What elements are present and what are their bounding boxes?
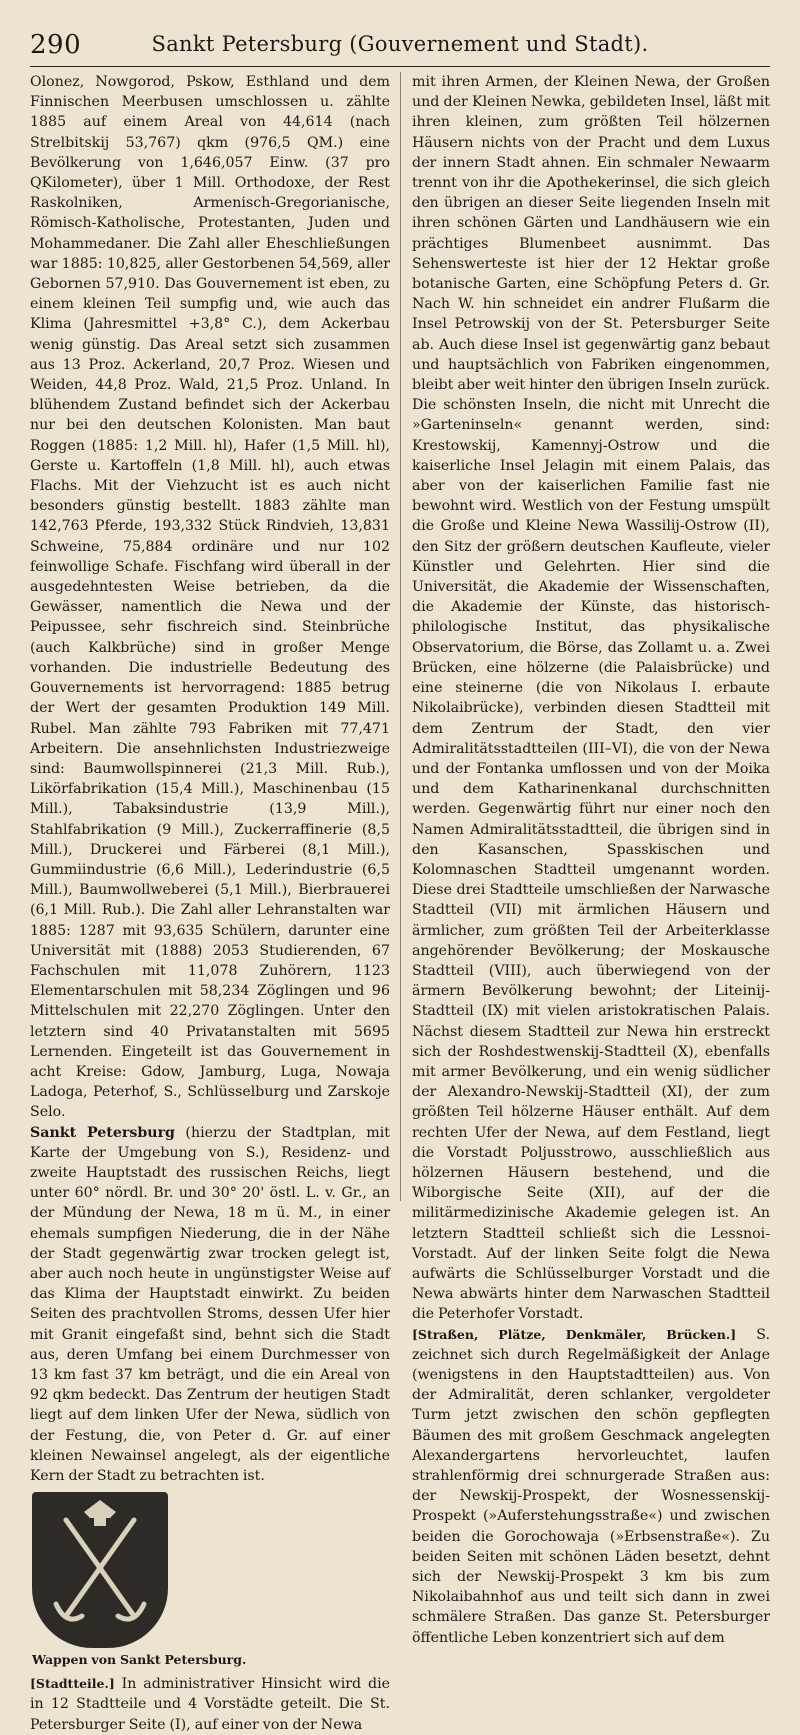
column-divider: [400, 72, 401, 1201]
left-column: [30, 72, 391, 1733]
text-columns: [30, 72, 770, 1733]
figure-caption: Wappen von Sankt Petersburg.: [32, 1652, 247, 1668]
right-column: [412, 72, 770, 1646]
stadtteile-text: In administrativer Hinsicht wird die in 12 Stadtteile und 4 Vorstädte geteilt. Die St. Petersburger Seite (I), auf einer von der Newa: [30, 1676, 390, 1733]
page-number: 290: [30, 30, 82, 60]
running-title: Sankt Petersburg (Gouvernement und Stadt).: [151, 32, 649, 56]
paragraph: mit ihren Armen, der Kleinen Newa, der Großen und der Kleinen Newka, gebildeten Insel, läßt mit ihren kleinen, zum größten Teil hölzernen Häusern nichts von der Pracht und dem Luxus der innern Stadt ahnen. Ein schmaler Newaarm trennt von ihr die Apothekerinsel, die sich gleich den übrigen an dieser Seite liegenden Inseln mit ihren schönen Gärten und Landhäusern wie ein prächtiges Blumenbeet ausnimmt. Das Sehenswerteste ist hier der 12 Hektar große botanische Garten, eine Schöpfung Peters d. Gr. Nach W. hin schneidet ein andrer Flußarm die Insel Petrowskij von der St. Petersburger Seite ab. Auch diese Insel ist gegenwärtig ganz bebaut und hauptsächlich von Fabriken eingenommen, bleibt aber weit hinter den übrigen Inseln zurück. Die schönsten Inseln, die nicht mit Unrecht die »Garteninseln« genannt werden, sind: Krestowskij, Kamennyj-Ostrow und die kaiserliche Insel Jelagin mit einem Palais, das aber von der kaiserlichen Familie fast nie bewohnt wird. Westlich von der Festung umspült die Große und Kleine Newa Wassilij-Ostrow (II), den Sitz der größern deutschen Kaufleute, vieler Künstler und Gelehrten. Hier sind die Universität, die Akademie der Wissenschaften, die Akademie der Künste, das historisch-philologische Institut, das physikalische Observatorium, die Börse, das Zollamt u. a. Zwei Brücken, eine hölzerne (die Palaisbrücke) und eine steinerne (die von Nikolaus I. erbaute Nikolaibrücke), verbinden diesen Stadtteil mit dem Zentrum der Stadt, den vier Admiralitätsstadtteilen (III–VI), die von der Newa und der Fontanka umflossen und von der Moika und dem Katharinenkanal durchschnitten werden. Gegenwärtig führt nur einer noch den Namen Admiralitätsstadtteil, die übrigen sind in den Kasanschen, Spasskischen und Kolomnaschen Stadtteil umgenannt worden. Diese drei Stadtteile umschließen der Narwasche Stadtteil (VII) mit ärmlichen Häusern und ärmlicher, zum größten Teil der Arbeiterklasse angehörender Bevölkerung; der Moskausche Stadtteil (VIII), auch überwiegend von der ärmern Bevölkerung bewohnt; der Liteinij-Stadtteil (IX) mit vielen aristokratischen Palais. Nächst diesem Stadtteil zur Newa hin erstreckt sich der Roshdestwenskij-Stadtteil (X), ebenfalls mit armer Bevölkerung, und ein wenig südlicher der Alexandro-Newskij-Stadtteil (XI), der zum größten Teil hölzerne Häuser enthält. Auf dem rechten Ufer der Newa, auf dem Festland, liegt die Vorstadt Poljusstrowo, ausschließlich aus hölzernen Häusern bestehend, und die Wiborgische Seite (XII), auf der die militärmedizinische Akademie gelegen ist. An letztern Stadtteil schließt sich die Lessnoi-Vorstadt. Auf der linken Seite folgt die Newa aufwärts die Schlüsselburger Vorstadt und die Newa abwärts hinter dem Narwaschen Stadtteil die Peterhofer Vorstadt.: [412, 74, 770, 1323]
strassen-paragraph: [412, 1325, 770, 1648]
page-header: [30, 26, 770, 67]
coat-of-arms-figure: [30, 1492, 390, 1668]
sidenote-stadtteile: [Stadtteile.]: [30, 1676, 115, 1692]
entry-text: (hierzu der Stadtplan, mit Karte der Umgebung von S.), Residenz- und zweite Hauptstadt des russischen Reichs, liegt unter 60° nördl. Br. und 30° 20' östl. L. v. Gr., an der Mündung der Newa, 18 m ü. M., in einer ehemals sumpfigen Niederung, die in der Nähe der Stadt gegenwärtig zwar trocken gelegt ist, aber auch noch heute in ungünstigster Weise auf das Klima der Hauptstadt einwirkt. Zu beiden Seiten des prachtvollen Stroms, dessen Ufer hier mit Granit eingefaßt sind, behnt sich die Stadt aus, deren Umfang bei einem Durchmesser von 13 km fast 37 km beträgt, und die ein Areal von 92 qkm bedeckt. Das Zentrum der heutigen Stadt liegt auf dem linken Ufer der Newa, südlich von der Festung, die, von Peter d. Gr. auf einer kleinen Newainsel angelegt, als der eigentliche Kern der Stadt zu betrachten ist.: [30, 1124, 391, 1485]
paragraph: Olonez, Nowgorod, Pskow, Esthland und dem Finnischen Meerbusen umschlossen u. zählte 1885 auf einem Areal von 44,614 (nach Strelbitskij 53,767) qkm (976,5 QM.) eine Bevölkerung von 1,646,057 Einw. (37 pro QKilometer), über 1 Mill. Orthodoxe, der Rest Raskolniken, Armenisch-Gregorianische, Römisch-Katholische, Protestanten, Juden und Mohammedaner. Die Zahl aller Eheschließungen war 1885: 10,825, aller Gestorbenen 54,569, aller Gebornen 57,910. Das Gouvernement ist eben, zu einem kleinen Teil sumpfig und, wie auch das Klima (Jahresmittel +3,8° C.), dem Ackerbau wenig günstig. Das Areal setzt sich zusammen aus 13 Proz. Ackerland, 20,7 Proz. Wiesen und Weiden, 44,8 Proz. Wald, 21,5 Proz. Unland. In blühendem Zustand befindet sich der Ackerbau nur bei den deutschen Kolonisten. Man baut Roggen (1885: 1,2 Mill. hl), Hafer (1,5 Mill. hl), Gerste u. Kartoffeln (1,8 Mill. hl), auch etwas Flachs. Mit der Viehzucht ist es auch nicht besonders günstig bestellt. 1883 zählte man 142,763 Pferde, 193,332 Stück Rindvieh, 13,831 Schweine, 75,884 ordinäre und nur 102 feinwollige Schafe. Fischfang wird überall in der ausgedehntesten Weise betrieben, da die Gewässer, namentlich die Newa und der Peipussee, sehr fischreich sind. Steinbrüche (auch Kalkbrüche) sind in großer Menge vorhanden. Die industrielle Bedeutung des Gouvernements ist hervorragend: 1885 betrug der Wert der gesamten Produktion 149 Mill. Rubel. Man zählte 793 Fabriken mit 77,471 Arbeitern. Die ansehnlichsten Industriezweige sind: Baumwollspinnerei (21,3 Mill. Rub.), Likörfabrikation (15,4 Mill.), Maschinenbau (15 Mill.), Tabaksindustrie (13,9 Mill.), Stahlfabrikation (9 Mill.), Zuckerraffinerie (8,5 Mill.), Druckerei und Färberei (8,1 Mill.), Gummiindustrie (6,6 Mill.), Lederindustrie (6,5 Mill.), Baumwollweberei (5,1 Mill.), Bierbrauerei (6,1 Mill. Rub.). Die Zahl aller Lehranstalten war 1885: 1287 mit 93,635 Schülern, darunter eine Universität mit (1888) 2053 Studierenden, 67 Fachschulen mit 11,078 Zuhörern, 1123 Elementarschulen mit 58,234 Zöglingen und 96 Mittelschulen mit 22,270 Zöglingen. Unter den letztern sind 40 Privatanstalten mit 5695 Lernenden. Eingeteilt ist das Gouvernement in acht Kreise: Gdow, Jamburg, Luga, Nowaja Ladoga, Peterhof, S., Schlüsselburg und Zarskoje Selo.: [30, 74, 390, 1121]
coat-of-arms-icon: [32, 1492, 168, 1648]
entry-paragraph: [30, 1123, 390, 1487]
sidenote-strassen: [Straßen, Plätze, Denkmäler, Brücken.]: [412, 1326, 737, 1342]
stadtteile-paragraph: [30, 1674, 390, 1735]
strassen-text: S. zeichnet sich durch Regelmäßigkeit der Anlage (wenigstens in den Hauptstadtteilen) aus. Von der Admiralität, deren schlanker, vergoldeter Turm jetzt zwischen den schön gepflegten Bäumen des mit großem Geschmack angelegten Alexandergartens hervorleuchtet, laufen strahlenförmig drei schnurgerade Straßen aus: der Newskij-Prospekt, der Wosnessenskij-Prospekt (»Auferstehungsstraße«) und zwischen beiden die Gorochowaja (»Erbsenstraße«). Zu beiden Seiten mit schönen Läden besetzt, dehnt sich der Newskij-Prospekt 3 km bis zum Nikolaibahnhof aus und teilt sich dann in zwei schmälere Straßen. Das ganze St. Petersburger öffentliche Leben konzentriert sich auf dem: [412, 1326, 770, 1646]
entry-title: Sankt Petersburg: [30, 1124, 175, 1141]
